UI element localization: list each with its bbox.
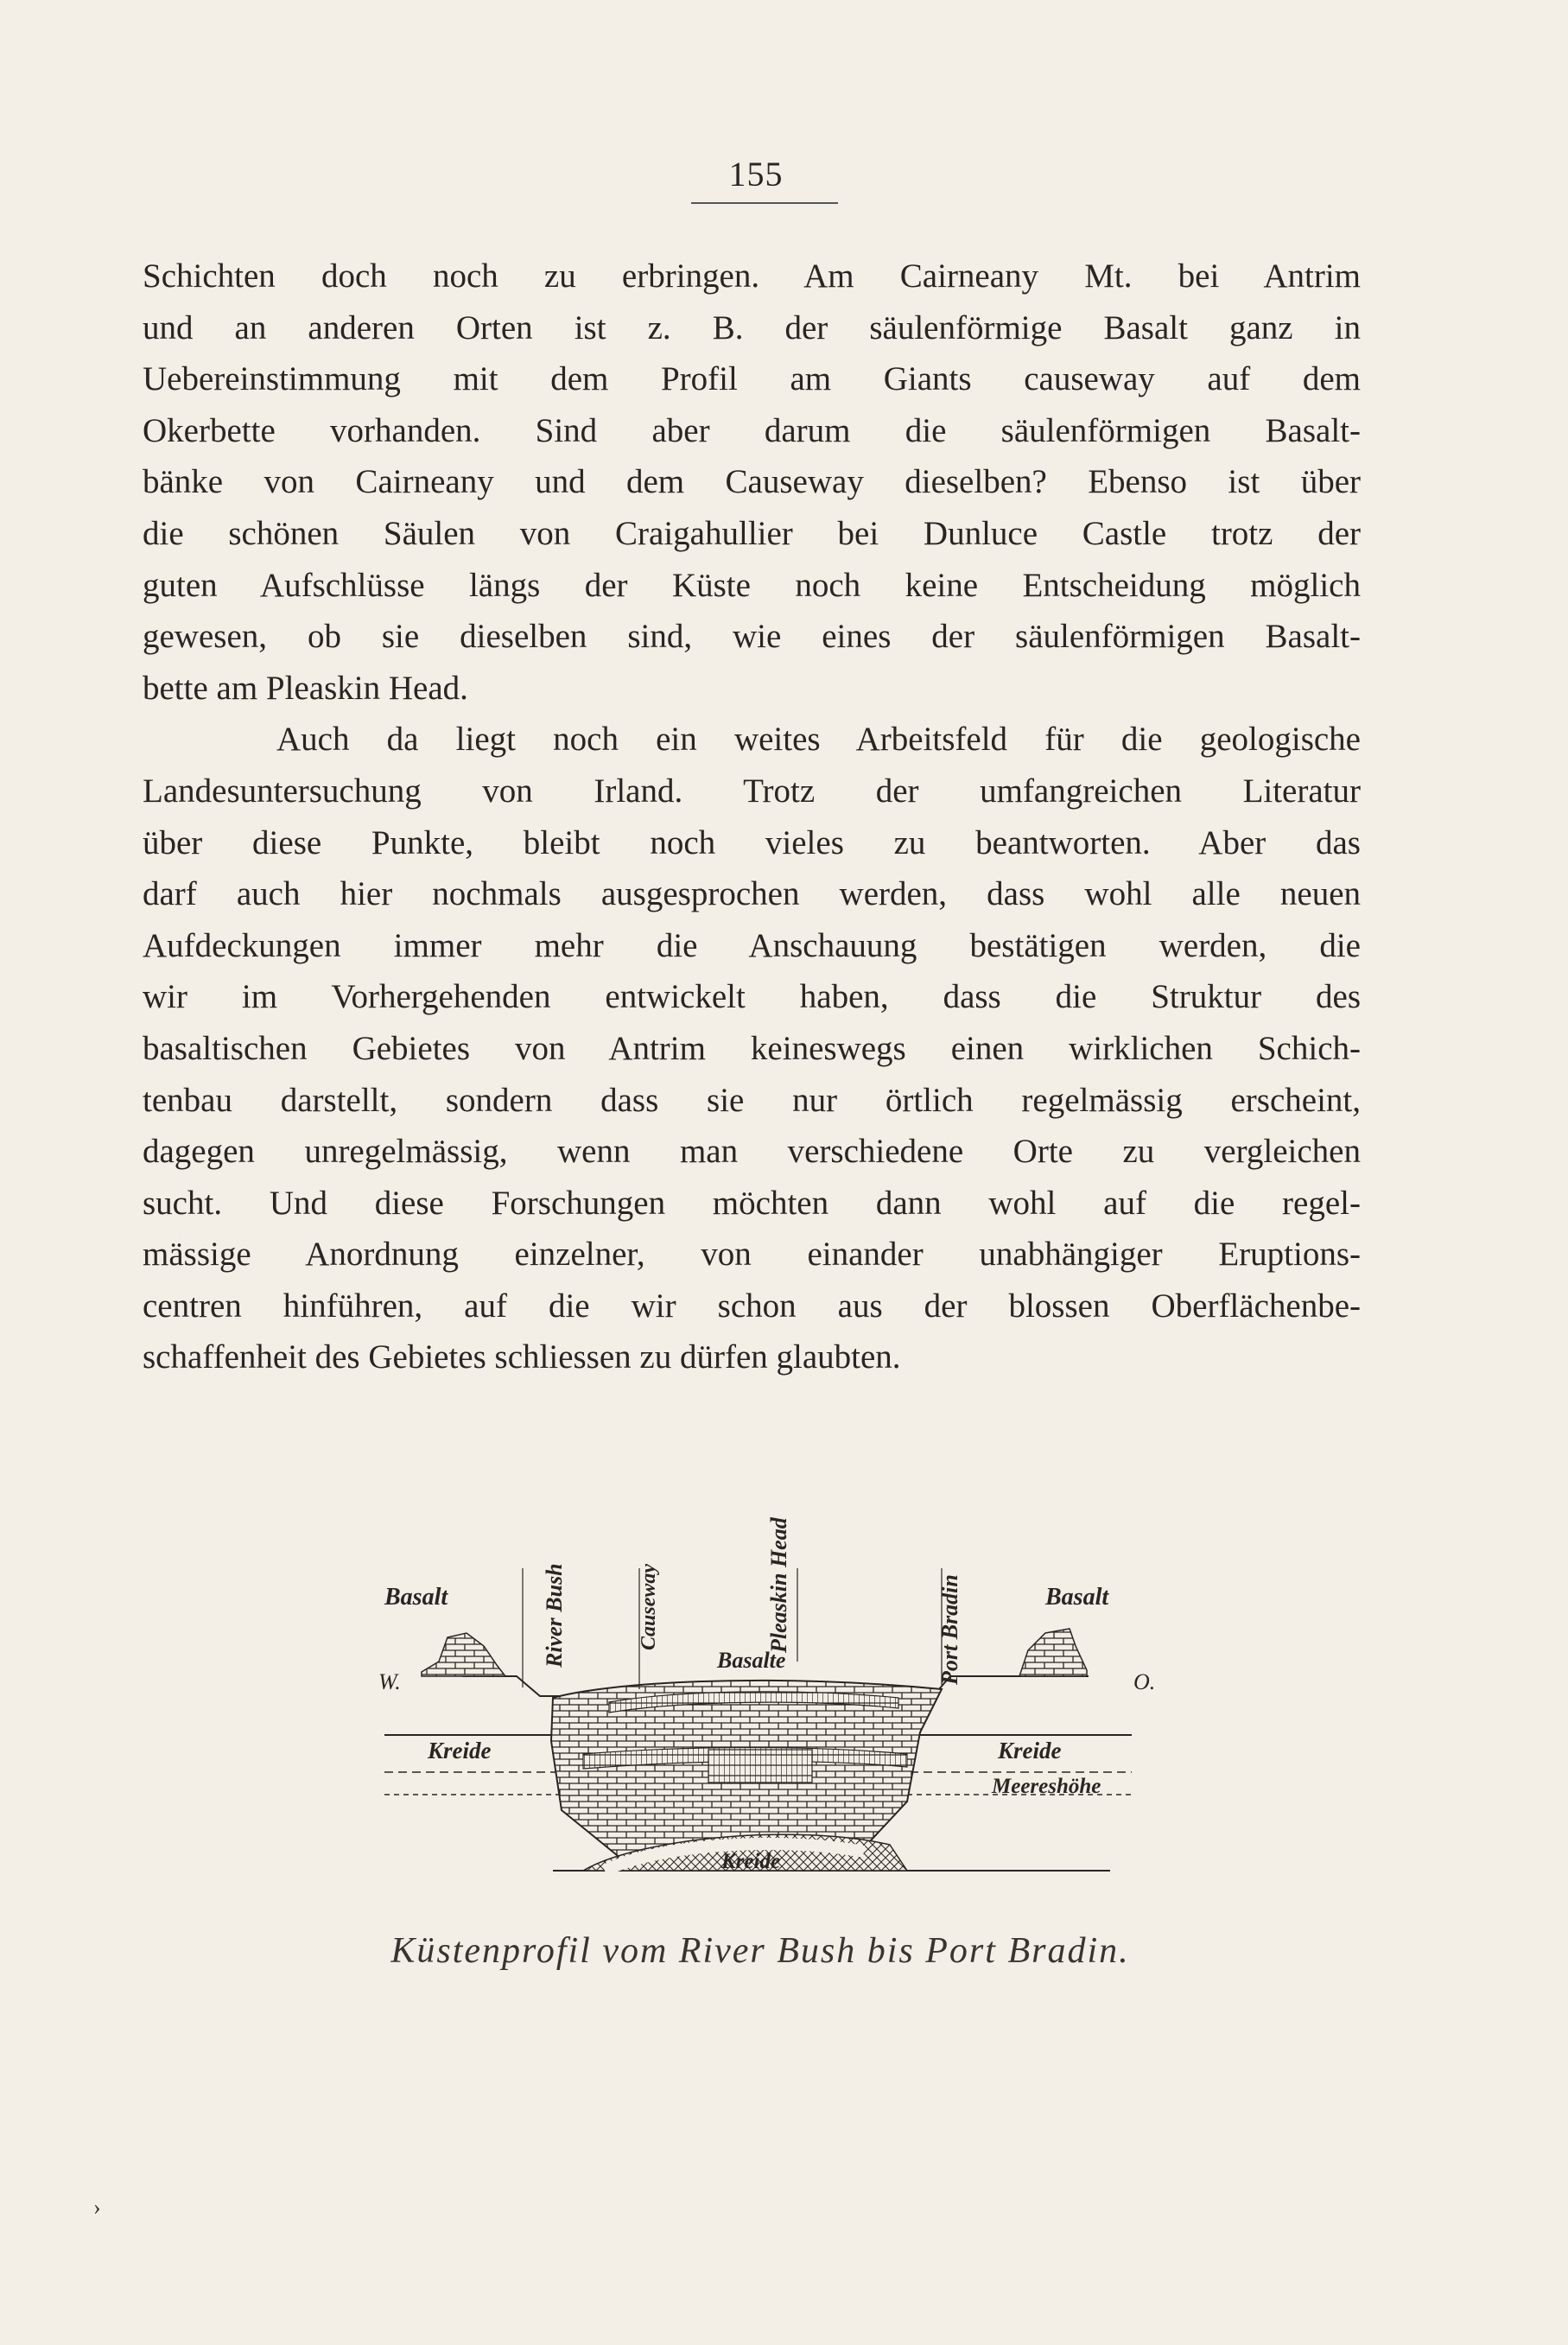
text-line: und an anderen Orten ist z. B. der säulenförmige Basalt ganz in [143, 308, 1361, 346]
label-kreide-left: Kreide [428, 1738, 492, 1764]
label-kreide-bottom: Kreide [721, 1850, 781, 1873]
text-line: die schönen Säulen von Craigahullier bei Dunluce Castle trotz der [143, 514, 1361, 552]
text-line: guten Aufschlüsse längs der Küste noch keine Entscheidung möglich [143, 566, 1361, 604]
text-line: Uebereinstimmung mit dem Profil am Giants causeway auf dem [143, 360, 1361, 398]
label-river-bush: River Bush [542, 1563, 567, 1668]
text-line: wir im Vorhergehenden entwickelt haben, dass die Struktur des [143, 978, 1361, 1016]
right-basalt-cliff [1019, 1629, 1087, 1676]
text-line: Okerbette vorhanden. Sind aber darum die säulenförmigen Basalt- [143, 411, 1361, 449]
text-line: bänke von Cairneany und dem Causeway dieselben? Ebenso ist über [143, 463, 1361, 501]
text-line: darf auch hier nochmals ausgesprochen werden, dass wohl alle neuen [143, 875, 1361, 913]
margin-mark: › [93, 2195, 101, 2220]
text-line: dagegen unregelmässig, wenn man verschiedene Orte zu vergleichen [143, 1133, 1361, 1171]
coastal-profile-figure [346, 1439, 1175, 1905]
left-basalt-cliff [422, 1633, 505, 1676]
text-line: gewesen, ob sie dieselben sind, wie eines der säulenförmigen Basalt- [143, 618, 1361, 656]
label-causeway: Causeway [638, 1563, 660, 1650]
label-kreide-right: Kreide [998, 1738, 1062, 1764]
coastal-profile-diagram [346, 1439, 1175, 1905]
label-meereshoehe: Meereshöhe [992, 1775, 1101, 1798]
label-port-bradin: Port Bradin [937, 1574, 962, 1685]
label-east: O. [1133, 1669, 1156, 1694]
label-west: W. [378, 1669, 401, 1694]
page-number: 155 [728, 155, 784, 194]
text-line: über diese Punkte, bleibt noch vieles zu beantworten. Aber das [143, 823, 1361, 861]
text-line: bette am Pleaskin Head. [143, 669, 468, 707]
label-basalte: Basalte [717, 1648, 786, 1673]
label-basalt-right: Basalt [1045, 1584, 1109, 1611]
text-line: Aufdeckungen immer mehr die Anschauung bestätigen werden, die [143, 926, 1361, 964]
text-line: tenbau darstellt, sondern dass sie nur örtlich regelmässig erscheint, [143, 1081, 1361, 1119]
text-line: sucht. Und diese Forschungen möchten dann wohl auf die regel- [143, 1184, 1361, 1222]
text-line: schaffenheit des Gebietes schliessen zu dürfen glaubten. [143, 1338, 901, 1376]
text-line: centren hinführen, auf die wir schon aus der blossen Oberflächenbe- [143, 1287, 1361, 1325]
label-pleaskin-head: Pleaskin Head [766, 1517, 791, 1653]
figure-caption: Küstenprofil vom River Bush bis Port Bradin. [390, 1931, 1130, 1971]
body-text [143, 251, 1361, 1383]
text-line: mässige Anordnung einzelner, von einander unabhängiger Eruptions- [143, 1236, 1361, 1274]
label-basalt-left: Basalt [384, 1584, 448, 1611]
paragraph-start-line: Auch da liegt noch ein weites Arbeitsfeld für die geologische [276, 721, 1361, 759]
text-line: Landesuntersuchung von Irland. Trotz der umfangreichen Literatur [143, 772, 1361, 810]
text-line: Schichten doch noch zu erbringen. Am Cairneany Mt. bei Antrim [143, 257, 1361, 295]
page-number-rule [691, 202, 838, 204]
text-line: basaltischen Gebietes von Antrim keineswegs einen wirklichen Schich- [143, 1029, 1361, 1067]
columnar-block [708, 1750, 812, 1783]
